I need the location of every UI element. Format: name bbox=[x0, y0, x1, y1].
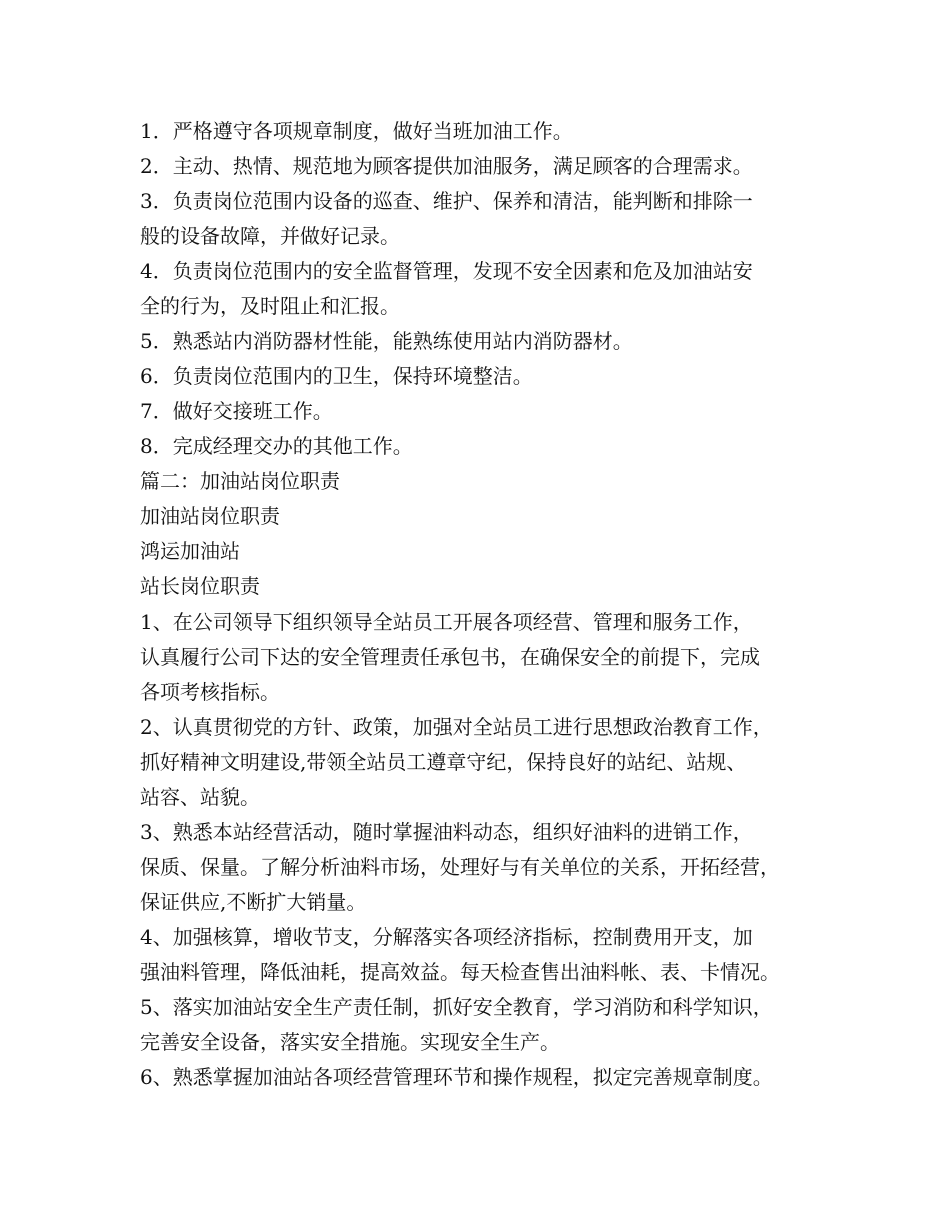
text-line: 般的设备故障，并做好记录。 bbox=[140, 224, 400, 248]
text-line: 6．负责岗位范围内的卫生，保持环境整洁。 bbox=[140, 364, 533, 388]
text-line: 加油站岗位职责 bbox=[140, 504, 280, 528]
text-line: 保质、保量。了解分析油料市场，处理好与有关单位的关系，开拓经营， bbox=[140, 855, 780, 879]
text-line: 1、在公司领导下组织领导全站员工开展各项经营、管理和服务工作， bbox=[140, 610, 753, 634]
text-line: 5．熟悉站内消防器材性能，能熟练使用站内消防器材。 bbox=[140, 329, 633, 353]
text-line: 4．负责岗位范围内的安全监督管理，发现不安全因素和危及加油站安 bbox=[140, 259, 753, 283]
text-line: 3．负责岗位范围内设备的巡查、维护、保养和清洁，能判断和排除一 bbox=[140, 189, 753, 213]
text-line: 1．严格遵守各项规章制度，做好当班加油工作。 bbox=[140, 119, 573, 143]
text-line: 鸿运加油站 bbox=[140, 539, 240, 563]
section-heading: 篇二：加油站岗位职责 bbox=[140, 469, 340, 493]
text-line: 保证供应,不断扩大销量。 bbox=[140, 890, 367, 914]
text-line: 认真履行公司下达的安全管理责任承包书，在确保安全的前提下，完成 bbox=[140, 645, 760, 669]
text-line: 强油料管理，降低油耗，提高效益。每天检查售出油料帐、表、卡情况。 bbox=[140, 960, 780, 984]
text-line: 站长岗位职责 bbox=[140, 574, 260, 598]
text-line: 全的行为，及时阻止和汇报。 bbox=[140, 294, 400, 318]
text-line: 4、加强核算，增收节支，分解落实各项经济指标，控制费用开支，加 bbox=[140, 925, 753, 949]
text-line: 2．主动、热情、规范地为顾客提供加油服务，满足顾客的合理需求。 bbox=[140, 154, 753, 178]
text-line: 抓好精神文明建设,带领全站员工遵章守纪，保持良好的站纪、站规、 bbox=[140, 750, 747, 774]
text-line: 8．完成经理交办的其他工作。 bbox=[140, 434, 413, 458]
text-line: 7．做好交接班工作。 bbox=[140, 399, 333, 423]
text-line: 2、认真贯彻党的方针、政策，加强对全站员工进行思想政治教育工作， bbox=[140, 715, 773, 739]
text-line: 5、落实加油站安全生产责任制，抓好安全教育，学习消防和科学知识， bbox=[140, 995, 773, 1019]
text-line: 站容、站貌。 bbox=[140, 785, 260, 809]
text-line: 3、熟悉本站经营活动，随时掌握油料动态，组织好油料的进销工作， bbox=[140, 820, 753, 844]
text-line: 各项考核指标。 bbox=[140, 680, 280, 704]
text-line: 完善安全设备，落实安全措施。实现安全生产。 bbox=[140, 1030, 560, 1054]
text-line: 6、熟悉掌握加油站各项经营管理环节和操作规程，拟定完善规章制度。 bbox=[140, 1065, 773, 1089]
